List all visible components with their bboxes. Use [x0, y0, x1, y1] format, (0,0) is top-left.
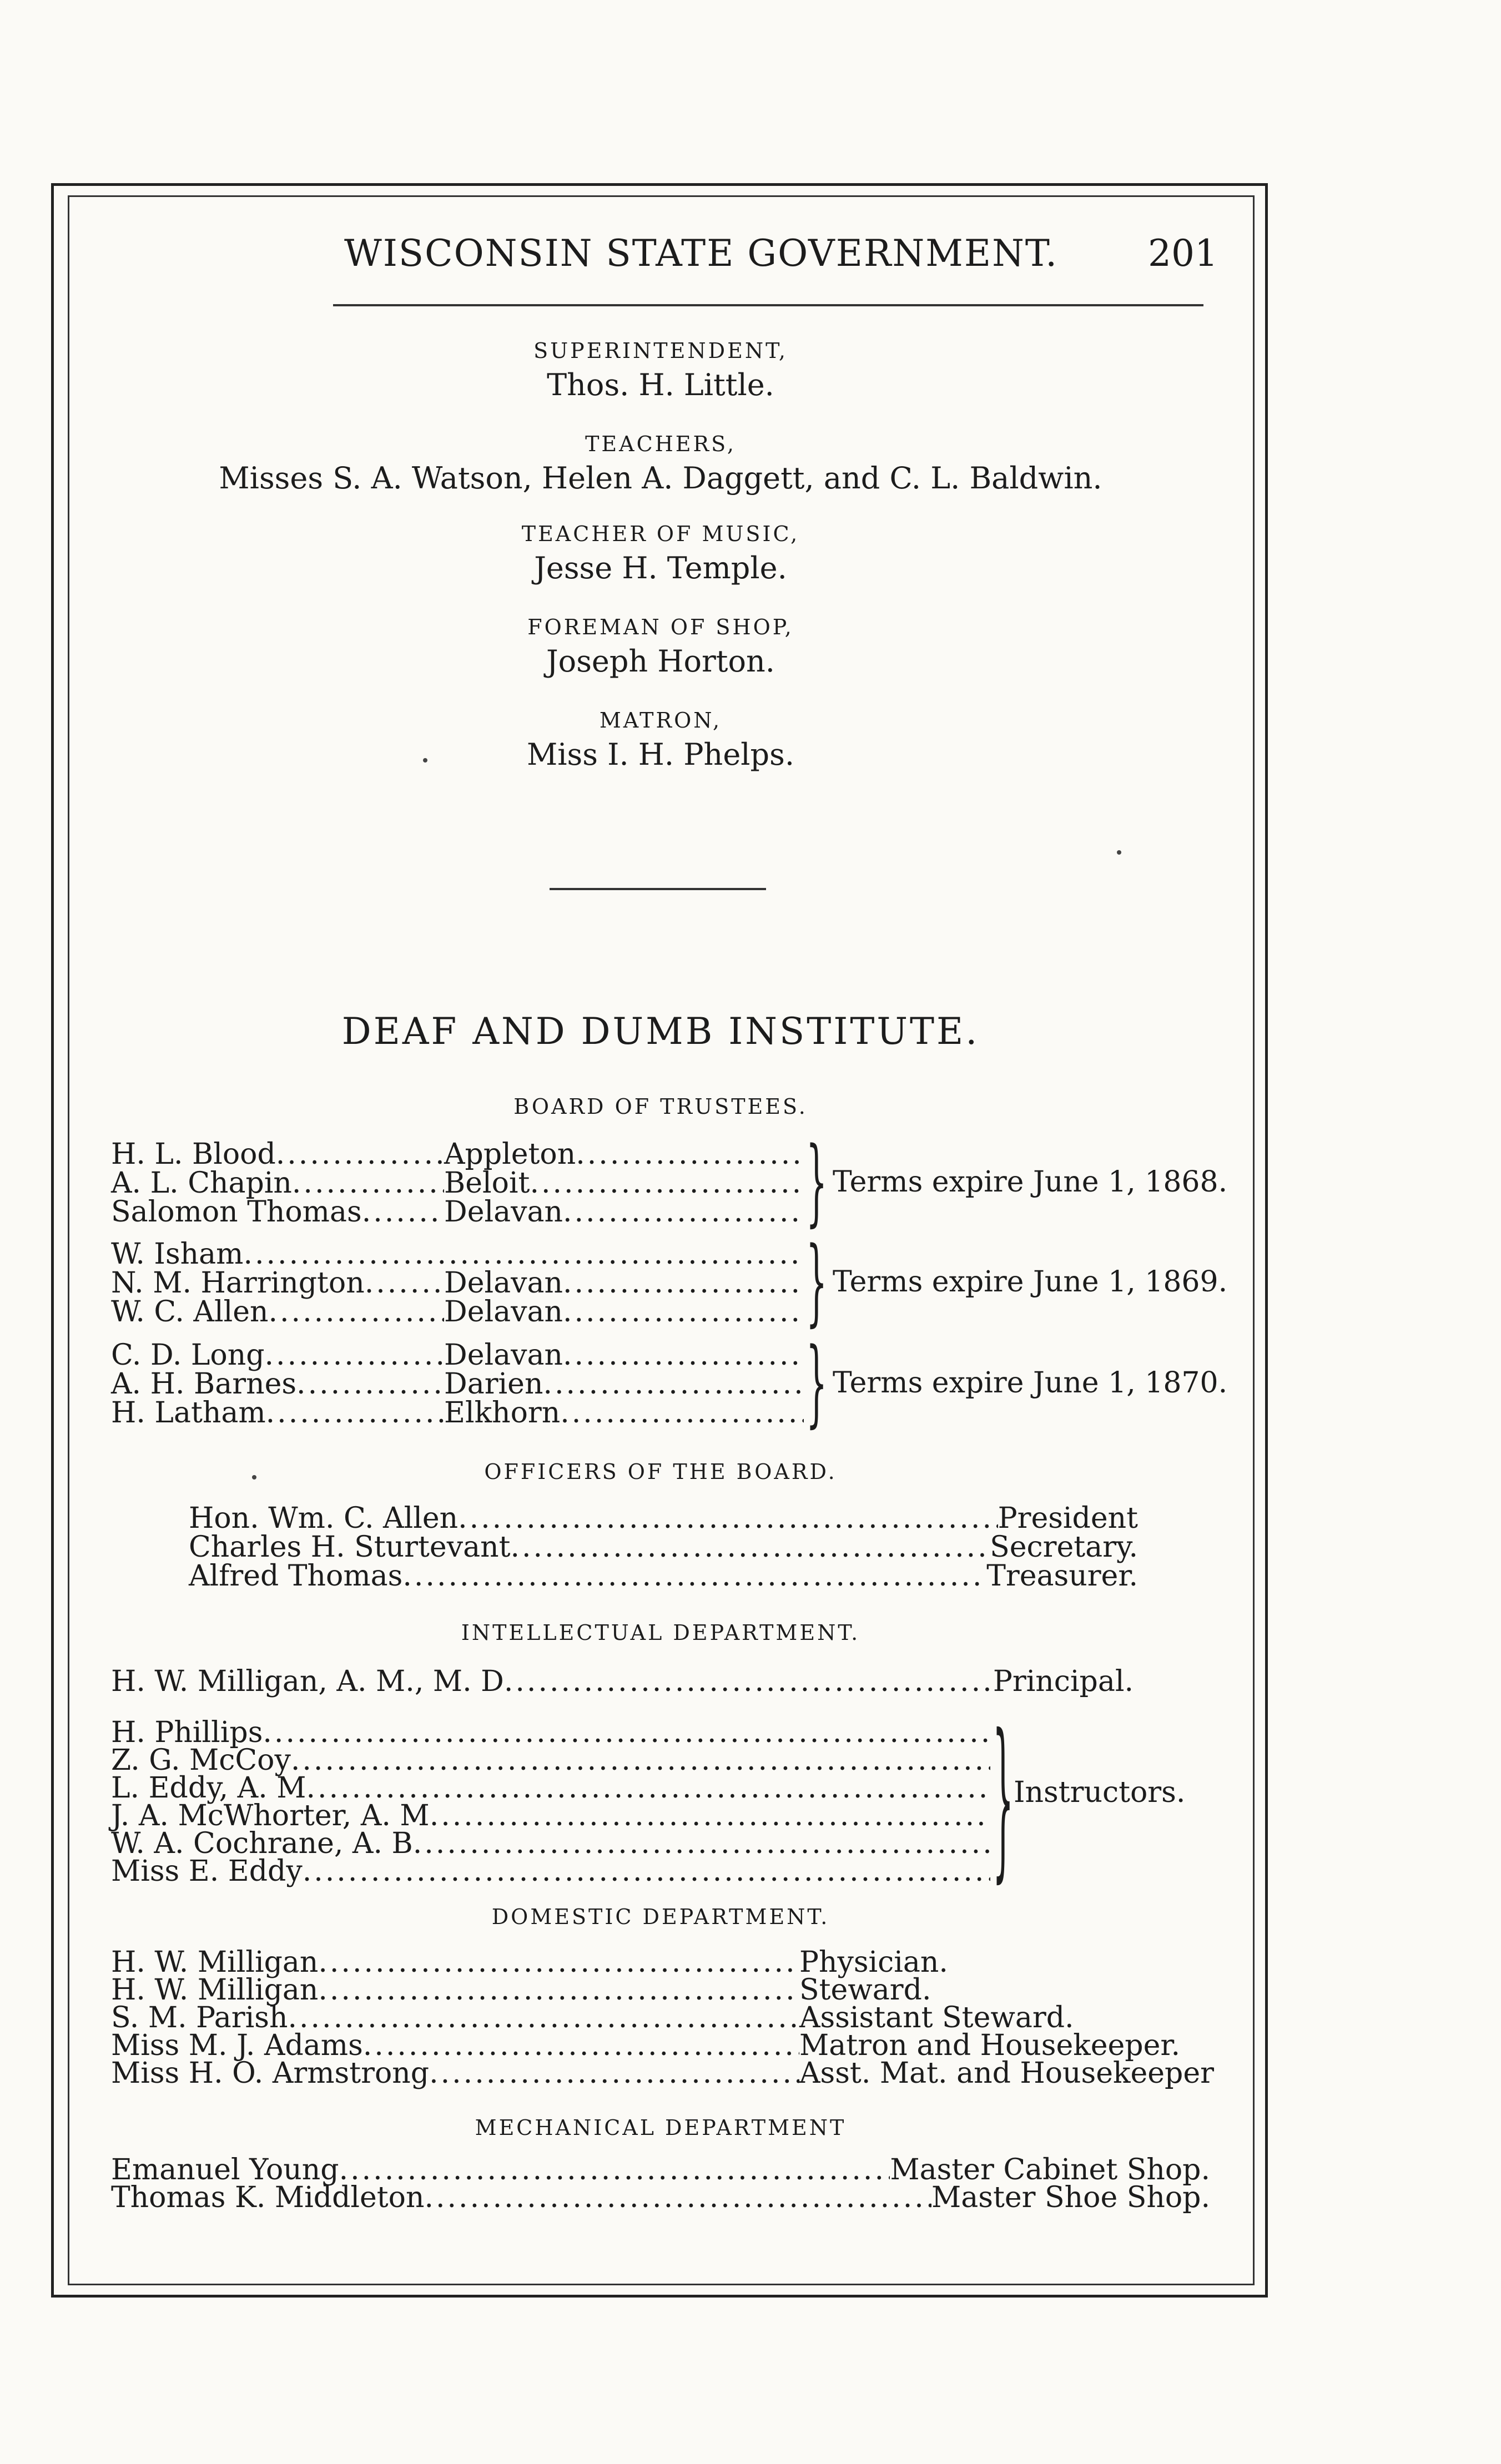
trustee-place: Delavan	[444, 1339, 563, 1372]
staff-name: H. W. Milligan	[111, 1946, 319, 1979]
speck	[1117, 850, 1121, 855]
staff-role: Master Cabinet Shop.	[890, 2153, 1210, 2187]
trustee-place: Beloit	[444, 1167, 530, 1200]
trustee-name: C. D. Long	[111, 1339, 265, 1372]
instructor-name: Miss E. Eddy	[111, 1855, 303, 1888]
trustee-row	[111, 1339, 804, 1372]
staff-role: Physician.	[799, 1946, 948, 1979]
foreman-label: FOREMAN OF SHOP,	[527, 615, 794, 639]
dot-leader	[362, 1195, 444, 1229]
trustee-row	[111, 1396, 804, 1430]
trustee-name-col	[111, 1138, 444, 1171]
list-item	[189, 1502, 1138, 1535]
dot-leader	[424, 2181, 931, 2214]
page-number: 201	[1148, 232, 1218, 275]
brace-icon: }	[806, 1127, 828, 1238]
instructor-name: Z. G. McCoy	[111, 1744, 291, 1777]
brace-icon: }	[806, 1227, 828, 1337]
dot-leader	[510, 1531, 990, 1564]
trustee-name-col	[111, 1195, 444, 1229]
dot-leader	[530, 1167, 804, 1200]
trustee-row	[111, 1138, 804, 1171]
foreman-name: Joseph Horton.	[546, 644, 775, 679]
trustee-name-col	[111, 1339, 444, 1372]
dot-leader	[402, 1559, 986, 1593]
term-note: Terms expire June 1, 1870.	[833, 1366, 1228, 1400]
superintendent-label: SUPERINTENDENT,	[533, 339, 788, 363]
staff-role: Matron and Housekeeper.	[799, 2029, 1181, 2062]
trustee-name-col	[111, 1367, 444, 1401]
dot-leader	[543, 1367, 804, 1401]
list-item	[189, 1559, 1138, 1593]
trustee-place: Appleton	[444, 1138, 576, 1171]
speck	[423, 758, 427, 763]
principal-role: Principal.	[993, 1665, 1134, 1698]
trustee-row	[111, 1167, 804, 1200]
staff-role: Steward.	[799, 1973, 931, 2007]
list-item	[111, 2057, 1214, 2090]
teachers-names: Misses S. A. Watson, Helen A. Daggett, and C. L. Baldwin.	[219, 461, 1102, 496]
dot-leader	[576, 1138, 804, 1171]
instructor-name: H. Phillips	[111, 1716, 263, 1749]
officer-role: Secretary.	[990, 1531, 1138, 1564]
music-teacher-name: Jesse H. Temple.	[534, 551, 787, 585]
instructor-name: J. A. McWhorter, A. M	[111, 1799, 430, 1832]
trustee-name: A. L. Chapin	[111, 1167, 292, 1200]
dot-leader	[563, 1266, 804, 1300]
dot-leader	[303, 1855, 990, 1888]
trustee-name: W. C. Allen	[111, 1295, 269, 1329]
staff-name: Miss M. J. Adams	[111, 2029, 363, 2062]
list-item	[111, 1855, 990, 1888]
intellectual-label: INTELLECTUAL DEPARTMENT.	[461, 1620, 860, 1645]
staff-name: Emanuel Young	[111, 2153, 339, 2187]
mechanical-label: MECHANICAL DEPARTMENT	[475, 2115, 847, 2140]
officers-label: OFFICERS OF THE BOARD.	[484, 1460, 837, 1484]
dot-leader	[265, 1339, 444, 1372]
principal-name: H. W. Milligan, A. M., M. D	[111, 1665, 504, 1698]
trustee-row	[111, 1195, 804, 1229]
officer-role: President	[998, 1502, 1138, 1535]
trustee-place: Elkhorn	[444, 1396, 561, 1430]
trustee-name-col	[111, 1167, 444, 1200]
staff-name: S. M. Parish	[111, 2001, 288, 2034]
trustee-name: N. M. Harrington	[111, 1266, 365, 1300]
trustee-name: Salomon Thomas	[111, 1195, 362, 1229]
dot-leader	[296, 1367, 444, 1401]
officer-name: Alfred Thomas	[189, 1559, 403, 1593]
matron-label: MATRON,	[599, 708, 722, 733]
dot-leader	[560, 1396, 804, 1430]
officer-name: Hon. Wm. C. Allen	[189, 1502, 459, 1535]
staff-role: Master Shoe Shop.	[931, 2181, 1210, 2214]
trustee-row	[111, 1295, 804, 1329]
dot-leader	[563, 1195, 804, 1229]
dot-leader	[269, 1295, 445, 1329]
matron-name: Miss I. H. Phelps.	[526, 737, 795, 772]
institute-title: DEAF AND DUMB INSTITUTE.	[341, 1010, 980, 1053]
trustee-name-col	[111, 1238, 804, 1271]
dot-leader	[365, 1266, 444, 1300]
header-rule	[333, 304, 1203, 306]
instructors-label: Instructors.	[1014, 1776, 1186, 1809]
dot-leader	[276, 1138, 444, 1171]
term-note: Terms expire June 1, 1869.	[833, 1265, 1228, 1299]
trustee-place: Delavan	[444, 1195, 563, 1229]
trustees-label: BOARD OF TRUSTEES.	[513, 1094, 808, 1119]
superintendent-name: Thos. H. Little.	[547, 367, 774, 402]
dot-leader	[504, 1665, 993, 1698]
staff-name: H. W. Milligan	[111, 1973, 319, 2007]
teachers-label: TEACHERS,	[585, 432, 736, 456]
music-teacher-label: TEACHER OF MUSIC,	[521, 522, 800, 546]
trustee-place: Darien	[444, 1367, 543, 1401]
instructor-name: W. A. Cochrane, A. B	[111, 1827, 413, 1860]
list-item	[111, 1665, 1134, 1698]
trustee-row	[111, 1367, 804, 1401]
dot-leader	[266, 1396, 444, 1430]
trustee-place: Delavan	[444, 1266, 563, 1300]
list-item	[111, 2181, 1210, 2214]
section-divider	[550, 888, 766, 890]
term-note: Terms expire June 1, 1868.	[833, 1165, 1228, 1199]
dot-leader	[563, 1295, 804, 1329]
brace-icon: }	[993, 1699, 1014, 1901]
running-head: WISCONSIN STATE GOVERNMENT.	[344, 232, 1059, 275]
staff-name: Thomas K. Middleton	[111, 2181, 425, 2214]
trustee-name: H. L. Blood	[111, 1138, 276, 1171]
trustee-place: Delavan	[444, 1295, 563, 1329]
staff-role: Assistant Steward.	[799, 2001, 1074, 2034]
dot-leader	[458, 1502, 998, 1535]
officer-name: Charles H. Sturtevant	[189, 1531, 511, 1564]
staff-name: Miss H. O. Armstrong	[111, 2057, 430, 2090]
trustee-name: H. Latham	[111, 1396, 266, 1430]
dot-leader	[429, 2057, 799, 2090]
trustee-name: W. Isham	[111, 1238, 244, 1271]
speck	[252, 1475, 256, 1480]
dot-leader	[563, 1339, 804, 1372]
trustee-name-col	[111, 1266, 444, 1300]
officer-role: Treasurer.	[986, 1559, 1138, 1593]
dot-leader	[243, 1238, 804, 1271]
instructor-name: L. Eddy, A. M	[111, 1771, 306, 1805]
list-item	[189, 1531, 1138, 1564]
staff-role: Asst. Mat. and Housekeeper	[799, 2057, 1214, 2090]
trustee-row	[111, 1266, 804, 1300]
trustee-name-col	[111, 1295, 444, 1329]
trustee-row	[111, 1238, 804, 1271]
trustee-name-col	[111, 1396, 444, 1430]
trustee-name: A. H. Barnes	[111, 1367, 297, 1401]
brace-icon: }	[806, 1328, 828, 1438]
dot-leader	[292, 1167, 444, 1200]
domestic-label: DOMESTIC DEPARTMENT.	[491, 1905, 830, 1929]
